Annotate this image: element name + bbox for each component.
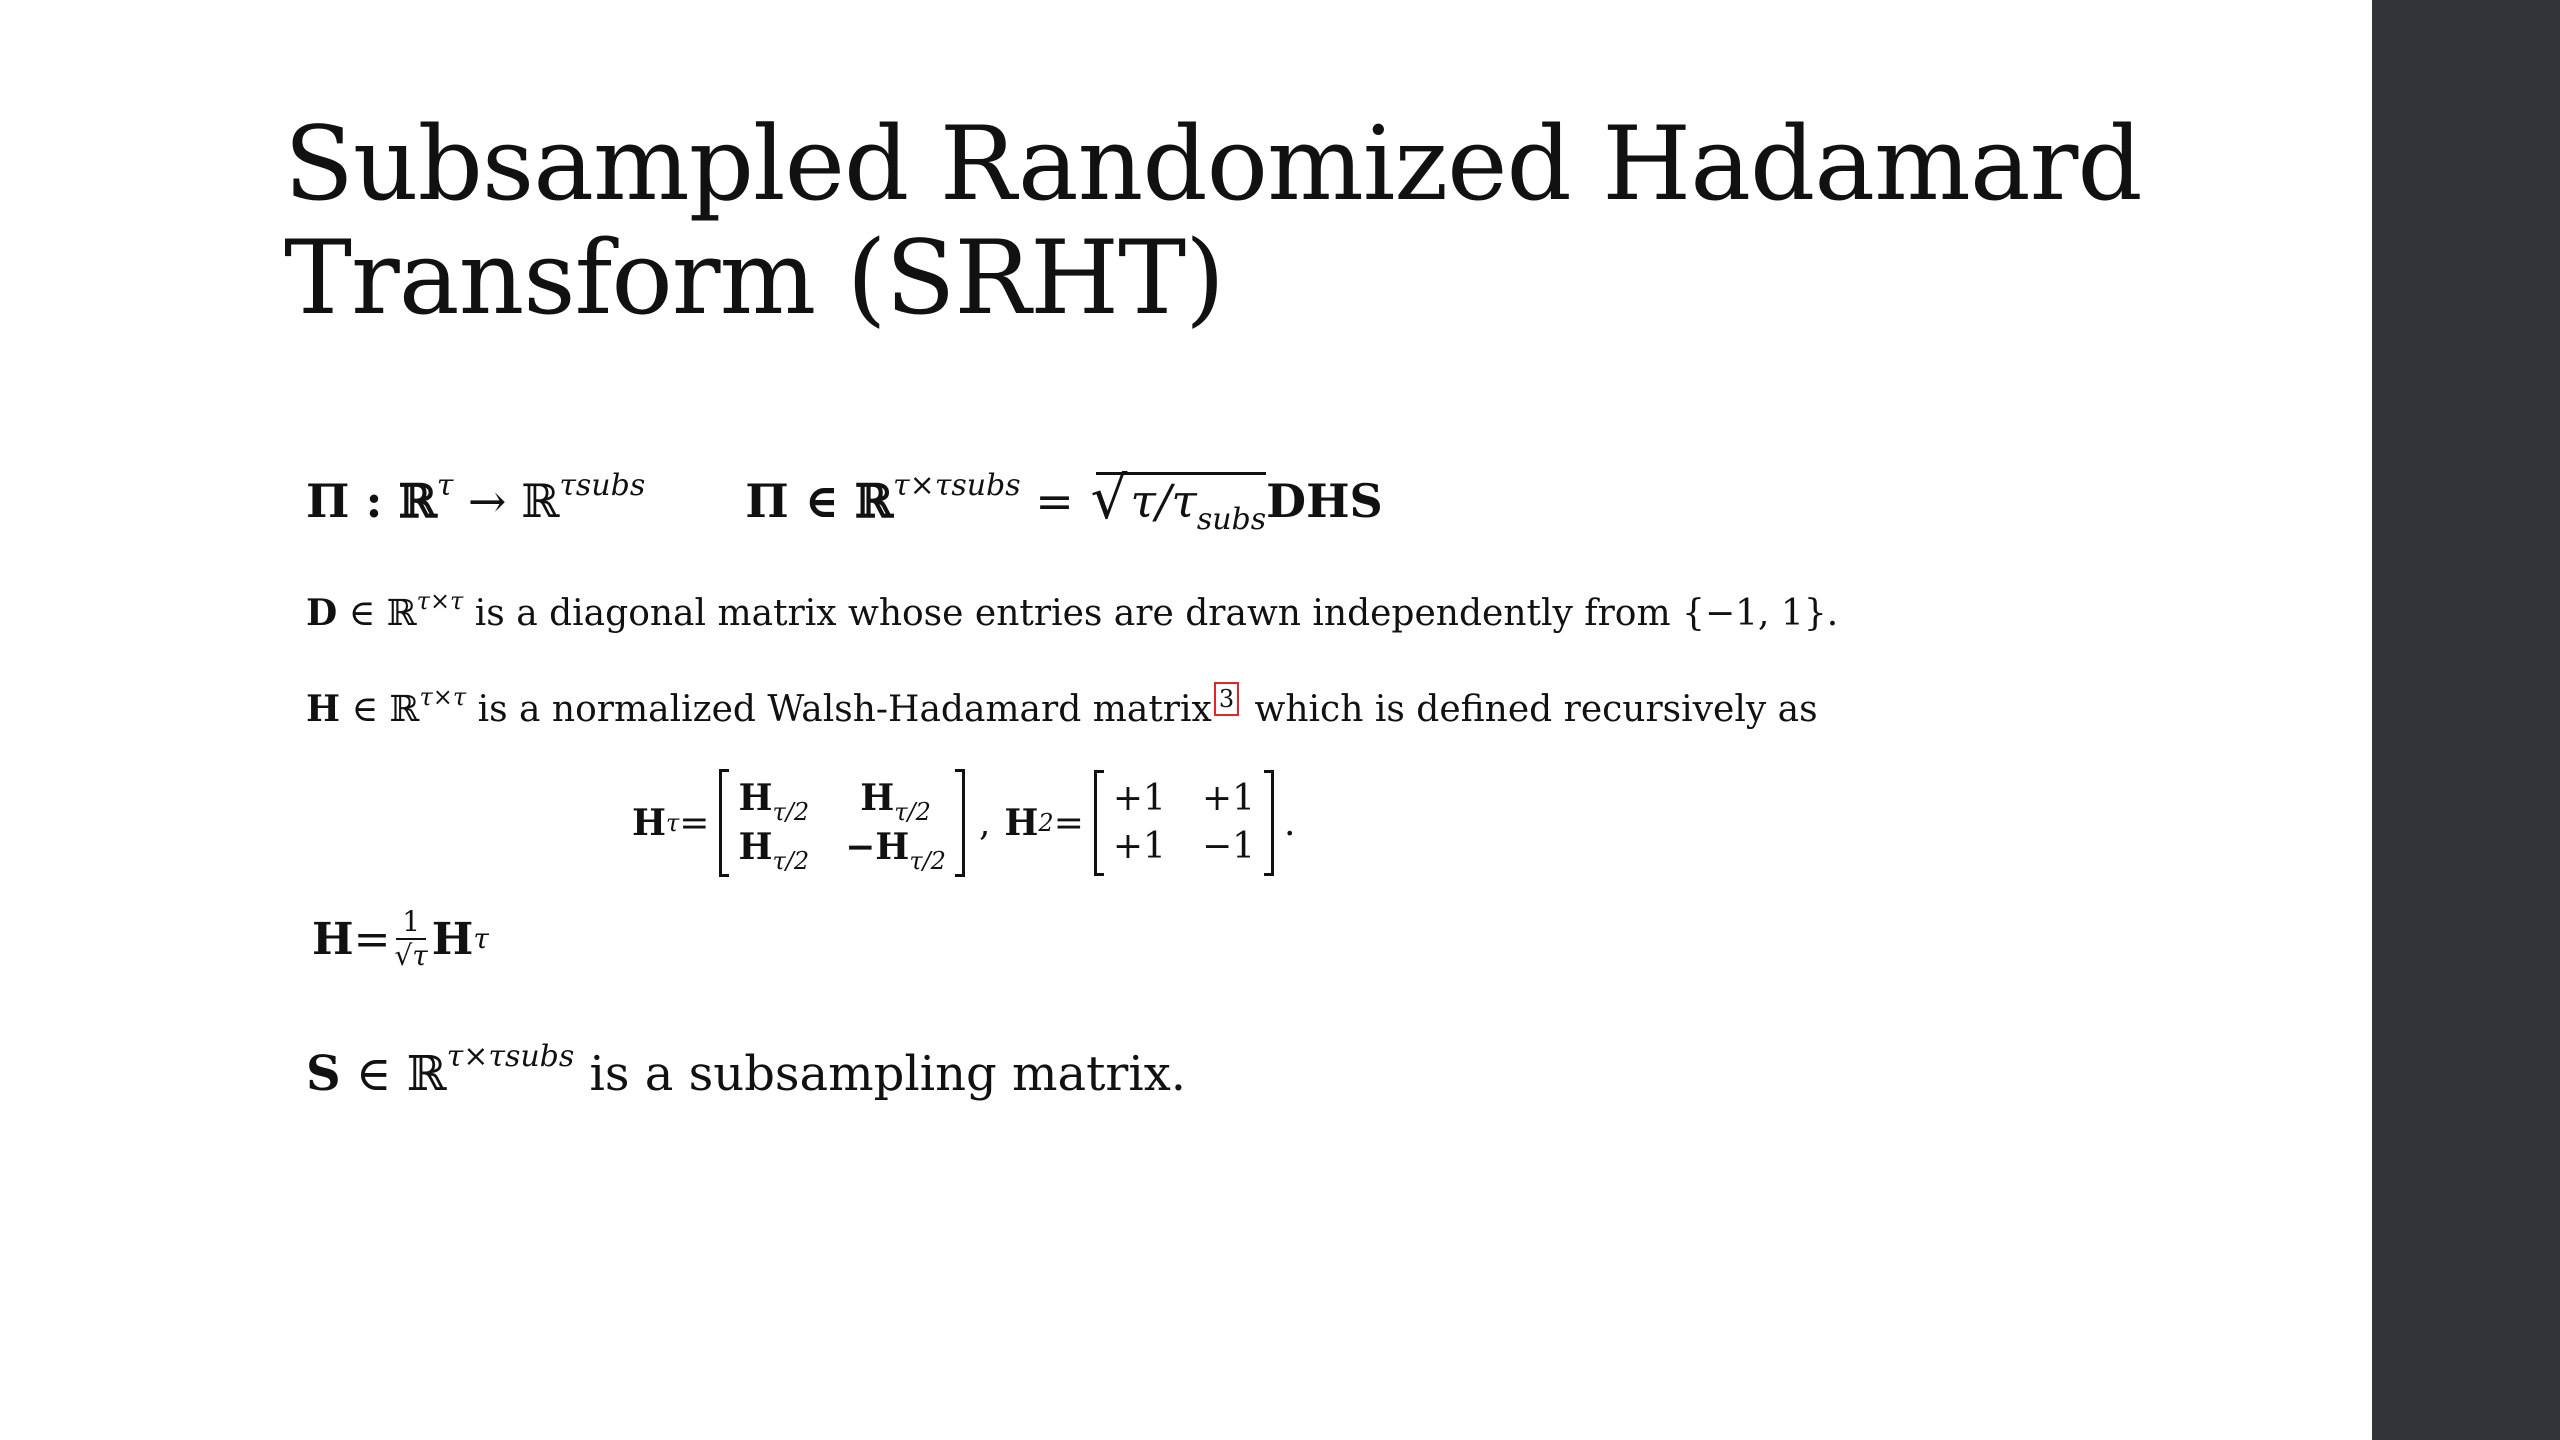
h-definition — [306, 682, 1818, 730]
d-description: is a diagonal matrix whose entries are drawn independently from {−1, 1}. — [463, 593, 1839, 634]
fraction-numerator: 1 — [396, 906, 426, 940]
sqrt-term — [1096, 472, 1267, 537]
h-normalized-symbol: H — [312, 913, 354, 965]
map-equation — [306, 468, 1383, 537]
d-membership: ∈ ℝ — [337, 593, 417, 634]
slide-title: Subsampled Randomized Hadamard Transform (SRHT) — [284, 105, 2142, 338]
pi-membership: Π ∈ ℝ — [745, 474, 893, 528]
d-symbol: D — [306, 592, 338, 634]
projection-mapping — [306, 468, 646, 528]
side-panel — [2372, 0, 2560, 1440]
normalization-equation: H = $\frac{1}{√\tau}$ H τ — [312, 905, 489, 972]
fraction-denominator: √τ — [394, 939, 428, 972]
comma-separator: , — [978, 802, 991, 844]
sqrt-ratio: τ/τ — [1130, 474, 1197, 528]
h-membership: ∈ ℝ — [340, 689, 420, 730]
period: . — [1284, 802, 1296, 844]
h-symbol: H — [306, 688, 341, 730]
matrix-cell: +1 — [1112, 826, 1166, 867]
h-description-cont: which is defined recursively as — [1243, 689, 1818, 730]
block-matrix — [719, 772, 964, 874]
projection-domain: Π : ℝ — [306, 474, 437, 528]
matrix-cell: +1 — [1201, 778, 1256, 819]
s-symbol: S — [306, 1046, 341, 1102]
d-definition — [306, 587, 1839, 634]
matrix-cell: −1 — [1201, 826, 1256, 867]
fraction — [394, 906, 427, 972]
base-matrix — [1094, 773, 1274, 873]
codomain-superscript: τsubs — [559, 468, 646, 503]
footnote-link[interactable]: 3 — [1214, 682, 1239, 716]
domain-superscript: τ — [436, 468, 454, 503]
h-description: is a normalized Walsh-Hadamard matrix — [466, 689, 1212, 730]
projection-definition — [745, 468, 1383, 537]
pi-superscript: τ×τsubs — [892, 468, 1021, 503]
h2-symbol: H — [1004, 802, 1039, 844]
equals-sign: = — [1020, 474, 1089, 528]
equals-sign: = — [679, 802, 710, 844]
arrow-codomain: → ℝ — [453, 474, 560, 528]
matrix-cell: $H_{\tau/2}$ — [860, 777, 931, 826]
h-tau-symbol: H — [632, 802, 667, 844]
matrix-cell: $H_{\tau/2}$ — [738, 826, 810, 875]
s-superscript: τ×τsubs — [446, 1039, 575, 1074]
sqrt-subscript: subs — [1196, 502, 1267, 537]
s-membership: ∈ ℝ — [340, 1046, 447, 1102]
matrix-cell: $-H_{\tau/2}$ — [845, 826, 946, 875]
equals-sign: = — [1053, 802, 1084, 844]
recursive-definition: H τ = $H_{\tau/2}$ $H_{\tau/2}$ $H_{\tau/2}$ $-H_{\tau/2}$ , H 2 = +1 +1 +1 −1 . — [632, 770, 1295, 876]
equals-sign: = — [353, 913, 391, 965]
matrix-cell: +1 — [1112, 778, 1166, 819]
h-superscript: τ×τ — [419, 683, 467, 711]
matrix-cell: $H_{\tau/2}$ — [738, 777, 810, 826]
s-description: is a subsampling matrix. — [574, 1046, 1187, 1102]
h-tau-symbol: H — [431, 913, 474, 965]
s-definition — [306, 1039, 1187, 1102]
matrix-product: DHS — [1266, 474, 1383, 528]
d-superscript: τ×τ — [416, 587, 464, 615]
